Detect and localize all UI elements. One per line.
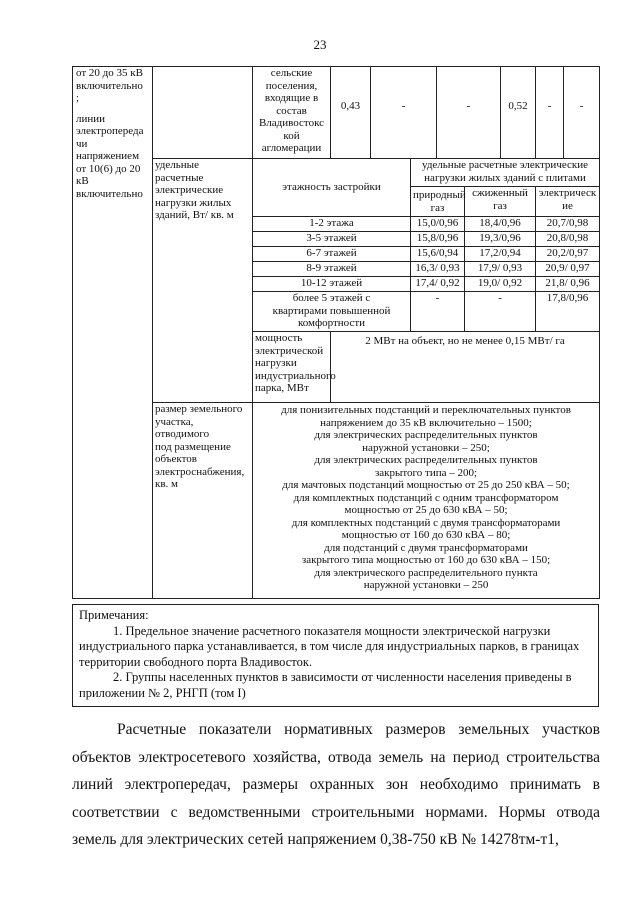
floors-cell: 10-12 этажей [253, 277, 411, 292]
cell-line: линии [76, 112, 106, 125]
floors-header: этажность застройки [253, 159, 411, 217]
table-row [73, 67, 600, 159]
page-number: 23 [313, 37, 327, 52]
cell-line: электрические [155, 184, 224, 196]
table-row [73, 159, 600, 187]
col-header-electric [536, 187, 600, 217]
natural-gas-cell: 17,4/ 0,92 [411, 277, 465, 292]
natural-gas-cell: 15,6/0,94 [411, 247, 465, 262]
note-2: 2. Группы населенных пунктов в зависимости от численности населения приведены в приложении № 2, РНГП (том I) [79, 670, 572, 700]
cell-line: парка, МВт [255, 382, 309, 394]
col-header-natural-gas [411, 187, 465, 217]
cell-line: входящие в [264, 92, 319, 104]
liquefied-gas-cell: 19,0/ 0,92 [465, 277, 536, 292]
cell-line: газ [493, 199, 507, 212]
cell-line: нагрузки [255, 357, 297, 369]
cell-line: состав [276, 104, 307, 117]
cell-line: включительно [76, 187, 143, 200]
cell-line: мощностью от 160 до 630 кВА – 80; [341, 529, 511, 541]
cell-line: участка, отводимого [155, 415, 210, 440]
cell-line: для электрического распределительного пункта [314, 566, 538, 579]
value-cell: - [371, 67, 437, 159]
value-cell: - [536, 67, 564, 159]
cell-line: комфортности [297, 317, 366, 329]
cell-line: размер земельного [155, 403, 243, 415]
settlement-cell [253, 67, 331, 159]
electric-cell: 20,7/0,98 [536, 217, 600, 232]
floors-cell [253, 292, 411, 332]
cell-line: чи [76, 137, 88, 150]
cell-line: мощность [255, 332, 303, 344]
value-cell: - [437, 67, 501, 159]
floors-cell: 6-7 этажей [253, 247, 411, 262]
liquefied-gas-cell: 19,3/0,96 [465, 232, 536, 247]
cell-line: под размещение [155, 440, 231, 453]
cell-line: квартирами повышенной [272, 304, 391, 317]
cell-line: нагрузки жилых зданий с плитами [424, 171, 586, 184]
cell-line: кой [283, 129, 300, 142]
group-header [411, 159, 600, 187]
cell-line: электрической [255, 344, 324, 357]
cell-line: для комплектных подстанций с одним трансформатором [293, 491, 559, 504]
cell-line: напряжением до 35 кВ включительно – 1500; [320, 416, 532, 429]
electric-cell: 20,8/0,98 [536, 232, 600, 247]
cell-line: ; [76, 92, 80, 104]
land-label-cell [153, 403, 253, 599]
cell-line: индустриального [255, 369, 336, 382]
floors-cell: 1-2 этажа [253, 217, 411, 232]
cell-line: для подстанций с двумя трансформаторами [324, 541, 528, 554]
notes-box [72, 604, 599, 707]
cell-line: зданий, Вт/ кв. м [155, 209, 234, 221]
cell-line: наружной установки – 250; [362, 441, 490, 454]
cell-line: объектов [155, 453, 197, 465]
natural-gas-cell: 16,3/ 0,93 [411, 262, 465, 277]
value-cell: 0,43 [331, 67, 371, 159]
table-row [73, 403, 600, 599]
cell-line: Владивостокс [258, 117, 325, 129]
liquefied-gas-cell: 17,9/ 0,93 [465, 262, 536, 277]
cell-line: кв. м [155, 478, 178, 490]
cell-line: электроснабжения, [155, 465, 245, 478]
industrial-value-cell: 2 МВт на объект, но не менее 0,15 МВт/ га [331, 332, 600, 403]
cell-line: нагрузки жилых [155, 196, 232, 209]
empty-cell [153, 67, 253, 159]
body-paragraph: Расчетные показатели нормативных размеров земельных участков объектов электросетевого хозяйства, отвода земель на период строительства линий электропередач, размеры охранных зон необходимо принимать в соответствии с ведомственными строительными нормами. Нормы отвода земель для электрических сетей напряжением 0,38-750 кВ № 14278тм-т1, [72, 721, 600, 848]
note-1: 1. Предельное значение расчетного показателя мощности электрической нагрузки индустриального парка устанавливается, в том числе для индустриальных парков, в границах территории свободного порта Владивосток. [79, 623, 580, 669]
cell-line: агломерации [261, 142, 322, 154]
electric-cell: 20,2/0,97 [536, 247, 600, 262]
electric-cell: 17,8/0,96 [536, 292, 600, 332]
value-cell: 0,52 [501, 67, 536, 159]
cell-line: сельские [270, 67, 313, 79]
notes-title: Примечания: [79, 608, 149, 622]
floors-cell: 8-9 этажей [253, 262, 411, 277]
natural-gas-cell: 15,8/0,96 [411, 232, 465, 247]
cell-line: ие [562, 199, 573, 212]
cell-line: наружной установки – 250 [363, 579, 489, 591]
liquefied-gas-cell: - [465, 292, 536, 332]
value-cell: - [564, 67, 600, 159]
cell-line: более 5 этажей с [292, 292, 371, 304]
cell-line: для понизительных подстанций и переключательных пунктов [281, 404, 571, 416]
electric-cell: 20,9/ 0,97 [536, 262, 600, 277]
cell-line: удельные расчетные [155, 159, 204, 184]
liquefied-gas-cell: 17,2/0,94 [465, 247, 536, 262]
voltage-lines-cell [73, 67, 153, 599]
cell-line: для электрических распределительных пунктов [314, 429, 538, 441]
cell-line: напряжением [76, 150, 140, 162]
floors-cell: 3-5 этажей [253, 232, 411, 247]
cell-line: закрытого типа мощностью от 160 до 630 кВА – 150; [301, 554, 551, 566]
housing-label-cell [153, 159, 253, 403]
cell-line: от 10(6) до 20 [76, 162, 141, 175]
cell-line: поселения, [265, 79, 318, 92]
cell-line: кВ [76, 175, 89, 187]
cell-line: включительно [76, 79, 143, 92]
cell-line: для комплектных подстанций с двумя трансформаторами [291, 516, 561, 529]
natural-gas-cell: - [411, 292, 465, 332]
cell-line: для электрических распределительных пунктов [314, 454, 538, 466]
liquefied-gas-cell: 18,4/0,96 [465, 217, 536, 232]
industrial-label-cell [253, 332, 336, 403]
cell-line: электропереда [76, 125, 144, 137]
cell-line: закрытого типа – 200; [374, 466, 478, 479]
land-value-cell [253, 403, 600, 599]
col-header-liquefied-gas [465, 187, 536, 217]
cell-line: удельные расчетные электрические [422, 159, 588, 171]
cell-line: мощностью от 25 до 630 кВА – 50; [344, 504, 508, 516]
cell-line: от 20 до 35 кВ [76, 67, 143, 79]
norms-table [72, 66, 600, 599]
natural-gas-cell: 15,0/0,96 [411, 217, 465, 232]
cell-line: природный газ [413, 189, 466, 214]
cell-line: для мачтовых подстанций мощностью от 25 до 250 кВА – 50; [282, 479, 570, 491]
cell-line: сжиженный [472, 187, 528, 199]
electric-cell: 21,8/ 0,96 [536, 277, 600, 292]
cell-line: электрическ [538, 187, 597, 199]
